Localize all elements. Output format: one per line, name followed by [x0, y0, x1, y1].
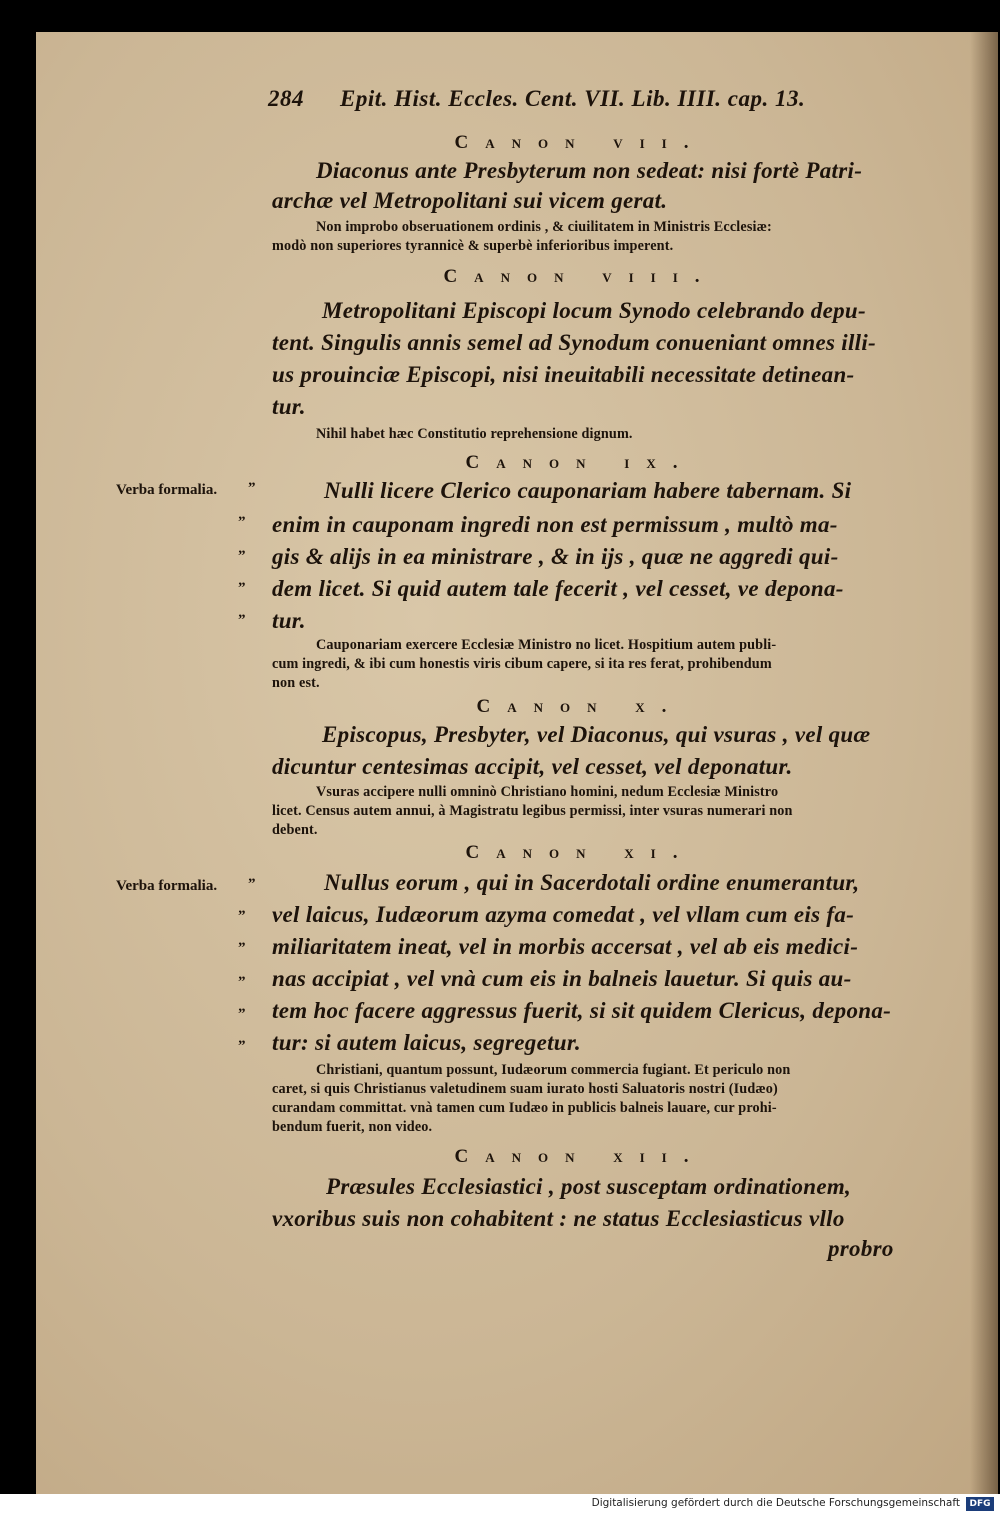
commentary-line: modò non superiores tyrannicè & superbè inferioribus imperent. [272, 238, 674, 254]
commentary-line: Non improbo obseruationem ordinis , & ciuilitatem in Ministris Ecclesiæ: [316, 219, 772, 235]
digitization-footer [0, 1494, 1000, 1514]
canon-text-line: gis & alijs in ea ministrare , & in ijs , quæ ne aggredi qui- [272, 544, 839, 569]
canon-text-line: vel laicus, Iudæorum azyma comedat , vel vllam cum eis fa- [272, 902, 855, 927]
canon-text-line: Diaconus ante Presbyterum non sedeat: nisi fortè Patri- [316, 158, 863, 183]
canon-text-line: vxoribus suis non cohabitent : ne status Ecclesiasticus vllo [272, 1206, 845, 1231]
catchword: probro [828, 1236, 894, 1261]
quote-mark: ” [238, 1006, 246, 1022]
commentary-line: curandam committat. vnà tamen cum Iudæo in publicis balneis lauare, cur prohi- [272, 1100, 777, 1116]
canon-text-line: tem hoc facere aggressus fuerit, si sit quidem Clericus, depona- [272, 998, 892, 1023]
quote-mark: ” [238, 548, 246, 564]
commentary-line: debent. [272, 822, 318, 838]
canon-text-line: us prouinciæ Episcopi, nisi ineuitabili necessitate detinean- [272, 362, 855, 387]
canon-heading: Canon ix. [465, 452, 695, 473]
running-title: Epit. Hist. Eccles. Cent. VII. Lib. IIII. cap. 13. [340, 86, 806, 111]
commentary-line: licet. Census autem annui, à Magistratu legibus permissi, inter vsuras numerari non [272, 803, 793, 819]
commentary-line: caret, si quis Christianus valetudinem suam iurato hosti Saluatoris nostri (Iudæo) [272, 1081, 778, 1097]
page-number: 284 [268, 86, 304, 111]
canon-text-line: dem licet. Si quid autem tale fecerit , vel cesset, ve depona- [272, 576, 844, 601]
canon-text-line: Præsules Ecclesiastici , post susceptam ordinationem, [326, 1174, 852, 1199]
quote-mark: ” [238, 1038, 246, 1054]
canon-heading: Canon xi. [465, 842, 695, 863]
quote-mark: ” [238, 612, 246, 628]
canon-text-line: archæ vel Metropolitani sui vicem gerat. [272, 188, 668, 213]
canon-text-line: enim in cauponam ingredi non est permissum , multò ma- [272, 512, 838, 537]
canon-text-line: tur: si autem laicus, segregetur. [272, 1030, 581, 1055]
quote-mark: ” [238, 940, 246, 956]
canon-text-line: Nullus eorum , qui in Sacerdotali ordine enumerantur, [324, 870, 860, 895]
page-edge-shadow [970, 32, 998, 1494]
canon-text-line: Metropolitani Episcopi locum Synodo celebrando depu- [322, 298, 866, 323]
footer-credit: Digitalisierung gefördert durch die Deutsche Forschungsgemeinschaft [591, 1497, 960, 1509]
canon-text-line: Episcopus, Presbyter, vel Diaconus, qui vsuras , vel quæ [322, 722, 871, 747]
margin-label: Verba formalia. [116, 878, 218, 894]
quote-mark: ” [248, 480, 256, 496]
canon-heading: Canon viii. [443, 266, 717, 287]
canon-heading: Canon vii. [454, 132, 706, 153]
dfg-logo-icon: DFG [966, 1497, 994, 1511]
commentary-line: bendum fuerit, non video. [272, 1119, 433, 1135]
canon-heading: Canon x. [476, 696, 684, 717]
commentary-line: cum ingredi, & ibi cum honestis viris cibum capere, si ita res ferat, prohibendum [272, 656, 772, 672]
canon-text-line: nas accipiat , vel vnà cum eis in balneis lauetur. Si quis au- [272, 966, 852, 991]
quote-mark: ” [238, 974, 246, 990]
commentary-line: Christiani, quantum possunt, Iudæorum commercia fugiant. Et periculo non [316, 1062, 791, 1078]
quote-mark: ” [238, 580, 246, 596]
quote-mark: ” [238, 514, 246, 530]
canon-text-line: tent. Singulis annis semel ad Synodum conueniant omnes illi- [272, 330, 876, 355]
canon-text-line: miliaritatem ineat, vel in morbis accersat , vel ab eis medici- [272, 934, 859, 959]
commentary-line: Cauponariam exercere Ecclesiæ Ministro no licet. Hospitium autem publi- [316, 637, 777, 653]
canon-heading: Canon xii. [454, 1146, 706, 1167]
commentary-line: Nihil habet hæc Constitutio reprehensione dignum. [316, 426, 633, 442]
commentary-line: non est. [272, 675, 320, 691]
canon-text-line: dicuntur centesimas accipit, vel cesset, vel deponatur. [272, 754, 793, 779]
margin-label: Verba formalia. [116, 482, 218, 498]
commentary-line: Vsuras accipere nulli omninò Christiano homini, nedum Ecclesiæ Ministro [316, 784, 779, 800]
quote-mark: ” [248, 876, 256, 892]
canon-text-line: Nulli licere Clerico cauponariam habere tabernam. Si [324, 478, 852, 503]
quote-mark: ” [238, 908, 246, 924]
canon-text-line: tur. [272, 394, 306, 419]
canon-text-line: tur. [272, 608, 306, 633]
